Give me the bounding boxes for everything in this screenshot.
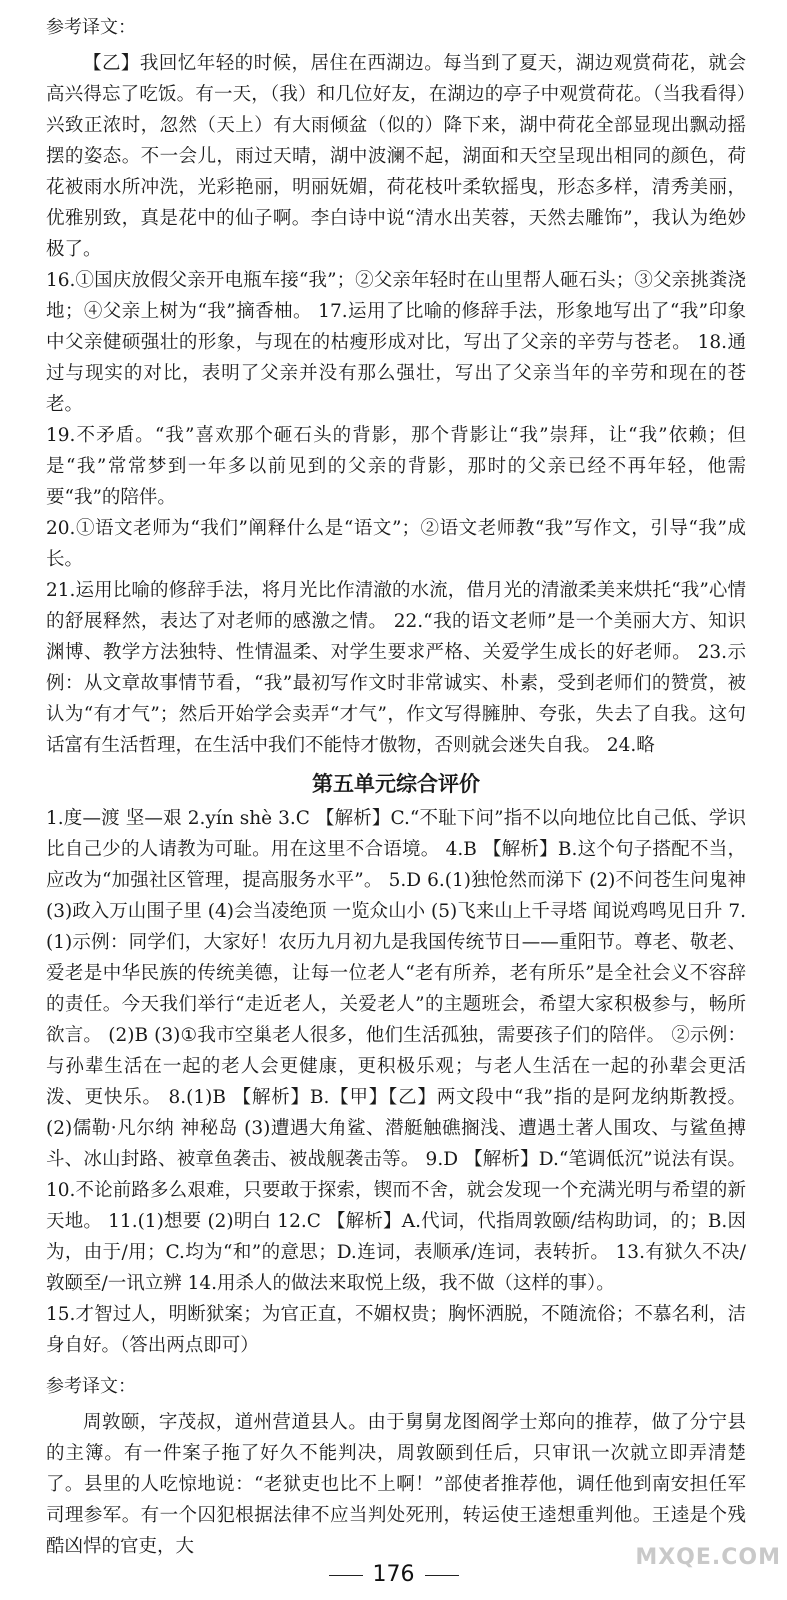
answer-20: 20.①语文老师为“我们”阐释什么是“语文”；②语文老师教“我”写作文，引导“我”成长。 (46, 518, 746, 570)
answers-21-24: 21.运用比喻的修辞手法，将月光比作清澈的水流，借月光的清澈柔美来烘托“我”心情的舒展释然，表达了对老师的感激之情。 22.“我的语文老师”是一个美丽大方、知识渊博、教学方法独特、性情温柔、对学生要求严格、关爱学生成长的好老师。 23.示例：从文章故事情节看，“我”最初写作文时非常诚实、朴素，受到老师们的赞赏，被认为“有才气”；然后开始学会卖弄“才气”，作文写得臃肿、夸张，失去了自我。这句话富有生活哲理，在生活中我们不能恃才傲物，否则就会迷失自我。 24.略 (46, 580, 746, 756)
watermark-logo: MXQE.COM (635, 1545, 781, 1570)
section-heading: 第五单元综合评价 (312, 772, 480, 796)
answers-16-18: 16.①国庆放假父亲开电瓶车接“我”；②父亲年轻时在山里帮人砸石头；③父亲挑粪浇地；④父亲上树为“我”摘香柚。 17.运用了比喻的修辞手法，形象地写出了“我”印象中父亲健硕强壮的形象，与现在的枯瘦形成对比，写出了父亲的辛劳与苍老。 18.通过与现实的对比，表明了父亲并没有那么强壮，写出了父亲当年的辛劳和现在的苍老。 (46, 270, 746, 415)
page-number: 176 (372, 1562, 415, 1587)
answer-page (46, 8, 746, 1568)
reference-translation-label: 参考译文： (46, 17, 136, 38)
translation-paragraph-bottom: 周敦颐，字茂叔，道州营道县人。由于舅舅龙图阁学士郑向的推荐，做了分宁县的主簿。有一件案子拖了好久不能判决，周敦颐到任后，只审讯一次就立即弄清楚了。县里的人吃惊地说：“老狱吏也比不上啊！”部使者推荐他，调任他到南安担任军司理参军。有一个囚犯根据法律不应当判处死刑，转运使王逵想重判他。王逵是个残酷凶悍的官吏，大 (46, 1412, 746, 1557)
reference-translation-label-2: 参考译文： (46, 1376, 136, 1397)
footer-dash-right (425, 1575, 459, 1576)
answers-1-14: 1.度—渡 坚—艰 2.yín shè 3.C 【解析】C.“不耻下问”指不以向地位比自己低、学识比自己少的人请教为可耻。用在这里不合语境。 4.B 【解析】B.这个句子搭配不当，应改为“加强社区管理，提高服务水平”。 5.D 6.(1)独怆然而涕下 (2)不问苍生问鬼神 (3)政入万山围子里 (4)会当凌绝顶 一览众山小 (5)飞来山上千寻塔 闻说鸡鸣见日升 7.(1)示例：同学们，大家好！农历九月初九是我国传统节日——重阳节。尊老、敬老、爱老是中华民族的传统美德，让每一位老人“老有所养，老有所乐”是全社会义不容辞的责任。今天我们举行“走近老人，关爱老人”的主题班会，希望大家积极参与，畅所欲言。 (2)B (3)①我市空巢老人很多，他们生活孤独，需要孩子们的陪伴。 ②示例：与孙辈生活在一起的老人会更健康，更积极乐观；与老人生活在一起的孙辈会更活泼、更快乐。 8.(1)B 【解析】B.【甲】【乙】两文段中“我”指的是阿龙纳斯教授。 (2)儒勒·凡尔纳 神秘岛 (3)遭遇大角鲨、潜艇触礁搁浅、遭遇土著人围攻、与鲨鱼搏斗、冰山封路、被章鱼袭击、被战舰袭击等。 9.D 【解析】D.“笔调低沉”说法有误。 10.不论前路多么艰难，只要敢于探索，锲而不舍，就会发现一个充满光明与希望的新天地。 11.(1)想要 (2)明白 12.C 【解析】A.代词，代指周敦颐/结构助词，的；B.因为，由于/用；C.均为“和”的意思；D.连词，表顺承/连词，表转折。 13.有狱久不决/敦颐至/一讯立辨 14.用杀人的做法来取悦上级，我不做（这样的事）。 (46, 808, 746, 1294)
answer-15: 15.才智过人，明断狱案；为官正直，不媚权贵；胸怀洒脱，不随流俗；不慕名利，洁身自好。（答出两点即可） (46, 1304, 746, 1356)
footer-dash-left (329, 1575, 363, 1576)
translation-paragraph-yi: 【乙】我回忆年轻的时候，居住在西湖边。每当到了夏天，湖边观赏荷花，就会高兴得忘了吃饭。有一天，（我）和几位好友，在湖边的亭子中观赏荷花。（当我看得）兴致正浓时，忽然（天上）有大雨倾盆（似的）降下来，湖中荷花全部显现出飘动摇摆的姿态。不一会儿，雨过天晴，湖中波澜不起，湖面和天空呈现出相同的颜色，荷花被雨水所冲洗，光彩艳丽，明丽妩媚，荷花枝叶柔软摇曳，形态多样，清秀美丽，优雅别致，真是花中的仙子啊。李白诗中说“清水出芙蓉，天然去雕饰”，我认为绝妙极了。 (46, 53, 746, 260)
answer-19: 19.不矛盾。“我”喜欢那个砸石头的背影，那个背影让“我”崇拜，让“我”依赖；但是“我”常常梦到一年多以前见到的父亲的背影，那时的父亲已经不再年轻，他需要“我”的陪伴。 (46, 425, 746, 508)
